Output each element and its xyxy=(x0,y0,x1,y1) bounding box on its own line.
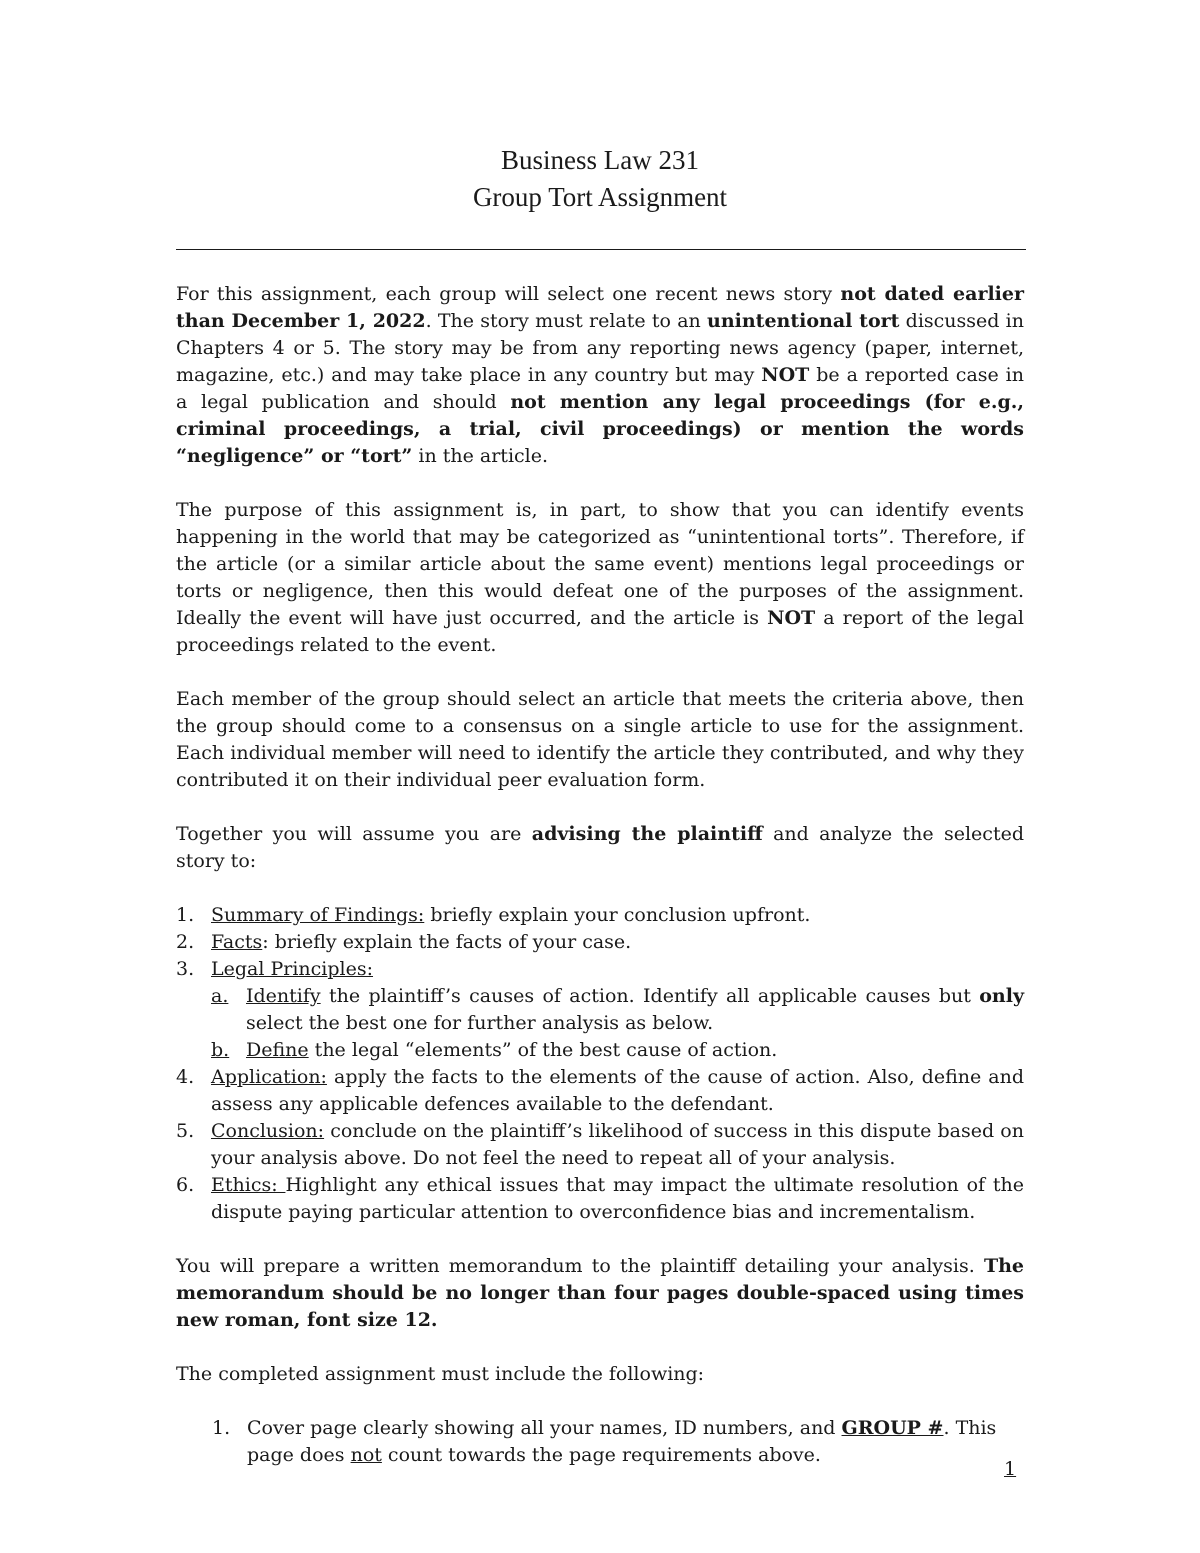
member-paragraph: Each member of the group should select an article that meets the criteria above, then the group should come to a consensus on a single article to use for the assignment. Each individual member will need to identify the article they contributed, and why they contributed it on their individual peer evaluation form. xyxy=(176,688,1024,791)
sub-list-item: b. Define the legal “elements” of the best cause of action. xyxy=(211,1039,778,1061)
page-number: 1 xyxy=(1004,1458,1017,1480)
completed-paragraph: The completed assignment must include the following: xyxy=(176,1363,705,1385)
purpose-paragraph: The purpose of this assignment is, in part, to show that you can identify events happening in the world that may be categorized as “unintentional torts”. Therefore, if the article (or a similar article about the same event) mentions legal proceedings or torts or negligence, then this would defeat one of the purposes of the assignment. Ideally the event will have just occurred, and the article is NOT a report of the legal proceedings related to the event. xyxy=(176,499,1024,656)
list-item: 2. Facts: briefly explain the facts of your case. xyxy=(176,931,632,953)
list-item: 6. Ethics: Highlight any ethical issues that may impact the ultimate resolution of the dispute paying particular attention to overconfidence bias and incrementalism. xyxy=(176,1174,1024,1223)
title-divider xyxy=(176,249,1026,250)
together-paragraph: Together you will assume you are advising the plaintiff and analyze the selected story to: xyxy=(176,823,1024,872)
course-title: Business Law 231 xyxy=(501,145,699,175)
legal-principles-sublist xyxy=(211,983,1024,1064)
list-item: 1. Cover page clearly showing all your names, ID numbers, and GROUP #. This page does not count towards the page requirements above. xyxy=(212,1417,997,1466)
assignment-title: Group Tort Assignment xyxy=(472,182,728,212)
requirements-list xyxy=(176,1415,1024,1469)
list-item: 1. Summary of Findings: briefly explain your conclusion upfront. xyxy=(176,904,811,926)
memo-paragraph: You will prepare a written memorandum to the plaintiff detailing your analysis. The memorandum should be no longer than four pages double-spaced using times new roman, font size 12. xyxy=(176,1255,1024,1331)
list-item: 4. Application: apply the facts to the elements of the cause of action. Also, define and assess any applicable defences available to the defendant. xyxy=(176,1066,1024,1115)
sub-list-item: a. Identify the plaintiff’s causes of action. Identify all applicable causes but only select the best one for further analysis as below. xyxy=(211,985,1024,1034)
document-title xyxy=(0,142,1200,216)
intro-paragraph: For this assignment, each group will select one recent news story not dated earlier than December 1, 2022. The story must relate to an unintentional tort discussed in Chapters 4 or 5. The story may be from any reporting news agency (paper, internet, magazine, etc.) and may take place in any country but may NOT be a reported case in a legal publication and should not mention any legal proceedings (for e.g., criminal proceedings, a trial, civil proceedings) or mention the words “negligence” or “tort” in the article. xyxy=(176,283,1024,467)
list-item: 3. Legal Principles: a. Identify the plaintiff’s causes of action. Identify all applicable causes but only select the best one for further analysis as below. b. Define the legal “elements” of the best cause of action. xyxy=(176,956,1024,1064)
list-item: 5. Conclusion: conclude on the plaintiff’s likelihood of success in this dispute based on your analysis above. Do not feel the need to repeat all of your analysis. xyxy=(176,1120,1024,1169)
document-body xyxy=(176,281,1024,1469)
analysis-steps-list xyxy=(176,902,1024,1226)
